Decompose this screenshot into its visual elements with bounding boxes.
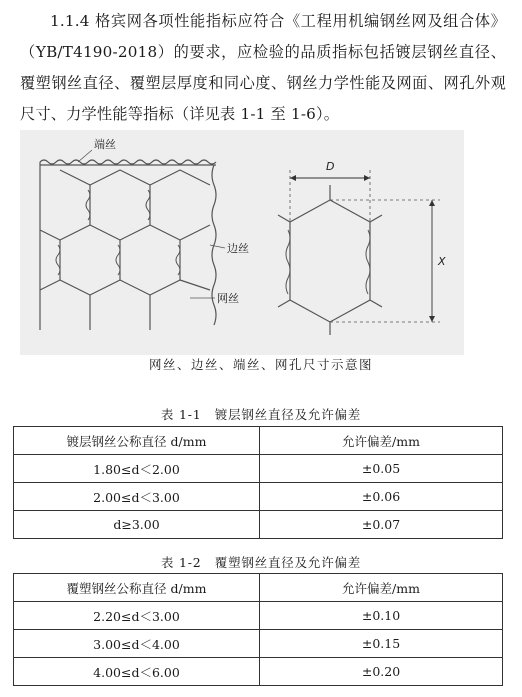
intro-paragraph: 1.1.4 格宾网各项性能指标应符合《工程用机编钢丝网及组合体》（YB/T4190-2018）的要求，应检验的品质指标包括镀层钢丝直径、覆塑钢丝直径、覆塑层厚度和同心度、钢丝力学性能及网面、网孔外观尺寸、力学性能等指标（详见表 1-1 至 1-6）。	[20, 12, 506, 123]
plastic-coated-wire-diameter-table	[13, 573, 503, 686]
table-cell: ±0.10	[260, 602, 503, 630]
table-cell: ±0.06	[260, 483, 503, 511]
mesh-wire-label: 网丝	[217, 292, 239, 305]
table-header-row	[14, 427, 503, 455]
table-cell: ±0.15	[260, 630, 503, 658]
table-row	[14, 602, 503, 630]
table-cell: 4.00≤d＜6.00	[14, 658, 260, 686]
mesh-diagram	[20, 130, 464, 355]
table-cell: 3.00≤d＜4.00	[14, 630, 260, 658]
end-wire-label: 端丝	[94, 138, 116, 151]
edge-wire-label: 边丝	[227, 242, 249, 255]
table-row	[14, 511, 503, 539]
table2-title: 表 1-2 覆塑钢丝直径及允许偏差	[160, 555, 362, 570]
table-header-cell: 镀层钢丝公称直径 d/mm	[14, 427, 260, 455]
table-row	[14, 483, 503, 511]
mesh-diagram-figure	[20, 130, 464, 355]
figure-caption: 网丝、边丝、端丝、网孔尺寸示意图	[148, 357, 373, 372]
table-header-cell: 允许偏差/mm	[260, 427, 503, 455]
table-cell: d≥3.00	[14, 511, 260, 539]
table-cell: 2.00≤d＜3.00	[14, 483, 260, 511]
table-header-cell: 允许偏差/mm	[260, 574, 503, 602]
coated-wire-diameter-table	[13, 426, 503, 539]
table-cell: 1.80≤d＜2.00	[14, 455, 260, 483]
table-row	[14, 455, 503, 483]
table-row	[14, 630, 503, 658]
table-row	[14, 658, 503, 686]
table-cell: ±0.05	[260, 455, 503, 483]
table-header-row	[14, 574, 503, 602]
table1-title: 表 1-1 镀层钢丝直径及允许偏差	[160, 407, 362, 422]
table-cell: 2.20≤d＜3.00	[14, 602, 260, 630]
table-header-cell: 覆塑钢丝公称直径 d/mm	[14, 574, 260, 602]
table-cell: ±0.20	[260, 658, 503, 686]
dimension-x-label: X	[438, 255, 446, 268]
table-cell: ±0.07	[260, 511, 503, 539]
dimension-d-label: D	[326, 160, 335, 173]
